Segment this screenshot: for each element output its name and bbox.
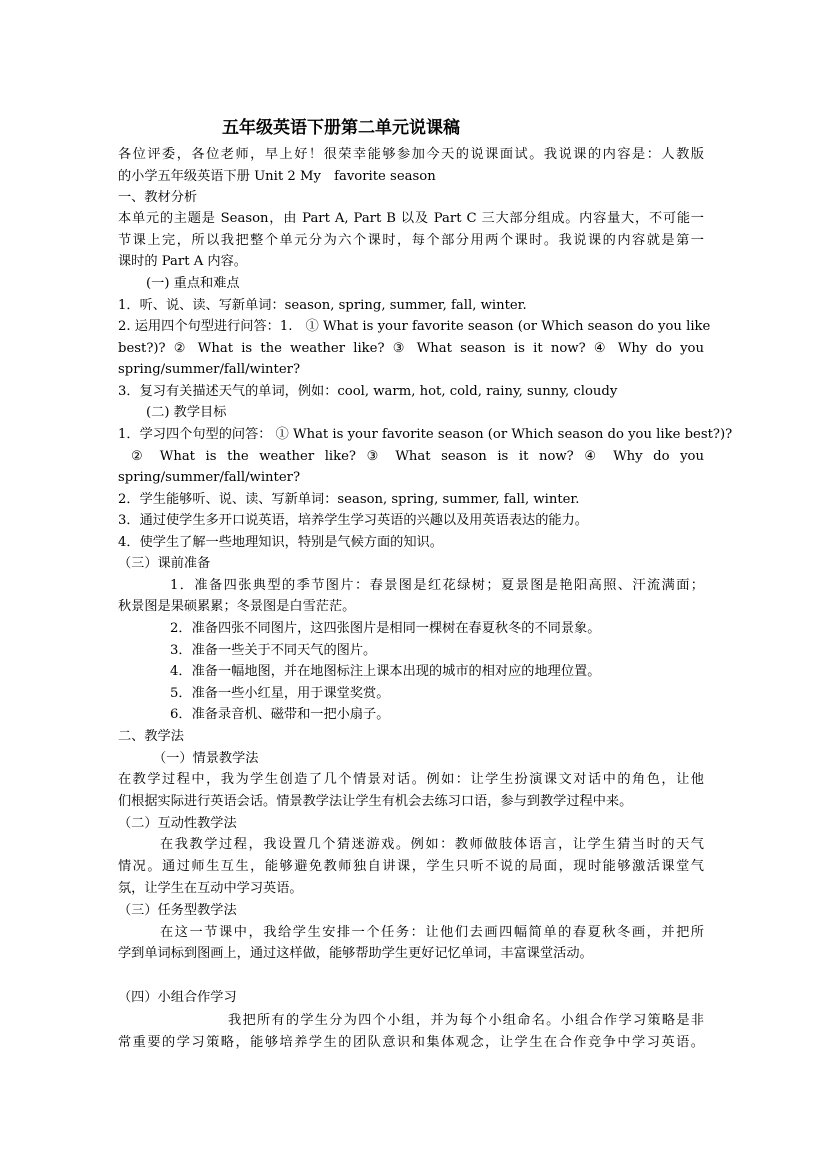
- subsection-heading: （三）课前准备: [118, 556, 211, 571]
- text-line: 常重要的学习策略，能够培养学生的团队意识和集体观念，让学生在合作竞争中学习英语。: [118, 1035, 704, 1050]
- list-item: 1．准备四张典型的季节图片：春景图是红花绿树；夏景图是艳阳高照、汗流满面；: [170, 578, 704, 593]
- page-title: 五年级英语下册第二单元说课稿: [222, 118, 460, 138]
- text-line: 情况。通过师生互生，能够避免教师独自讲课，学生只听不说的局面，现时能够激活课堂气: [118, 859, 704, 874]
- list-item: 2．学生能够听、说、读、写新单词：season, spring, summer, fall, winter.: [118, 492, 580, 507]
- text-line: 我把所有的学生分为四个小组，并为每个小组命名。小组合作学习策略是非: [228, 1013, 704, 1028]
- subsection-heading: （三）任务型教学法: [118, 903, 237, 918]
- list-item: 5．准备一些小红星，用于课堂奖赏。: [170, 686, 390, 701]
- section-heading: 二、教学法: [118, 729, 184, 744]
- list-item: 6．准备录音机、磁带和一把小扇子。: [170, 707, 390, 722]
- subsection-heading: (一) 重点和难点: [146, 276, 240, 291]
- text-line: ② What is the weather like? ③ What season is it now? ④ Why do you: [131, 449, 704, 464]
- text-line: 在我教学过程，我设置几个猜迷游戏。例如：教师做肢体语言，让学生猜当时的天气: [160, 837, 704, 852]
- text-line: 秋景图是果硕累累；冬景图是白雪茫茫。: [118, 599, 356, 614]
- text-line: 课时的 Part A 内容。: [118, 254, 247, 269]
- subsection-heading: (二) 教学目标: [146, 405, 227, 420]
- list-item: 3．准备一些关于不同天气的图片。: [170, 643, 377, 658]
- list-item: 4．使学生了解一些地理知识，特别是气候方面的知识。: [118, 535, 443, 550]
- text-line: 节课上完，所以我把整个单元分为六个课时，每个部分用两个课时。我说课的内容就是第一: [118, 233, 704, 248]
- text-line: spring/summer/fall/winter?: [118, 362, 301, 377]
- list-item: 2．准备四张不同图片，这四张图片是相同一棵树在春夏秋冬的不同景象。: [170, 621, 601, 636]
- section-heading: 一、教材分析: [118, 190, 198, 205]
- text-line: 在这一节课中，我给学生安排一个任务：让他们去画四幅简单的春夏秋冬画，并把所: [160, 925, 704, 940]
- subsection-heading: （一）情景教学法: [153, 751, 259, 766]
- list-item: 3．通过使学生多开口说英语，培养学生学习英语的兴趣以及用英语表达的能力。: [118, 513, 588, 528]
- list-item: 2. 运用四个句型进行问答：1. ① What is your favorite season (or Which season do you like: [118, 319, 711, 334]
- text-line: best?)? ② What is the weather like? ③ What season is it now? ④ Why do you: [118, 341, 704, 356]
- text-line: 本单元的主题是 Season，由 Part A, Part B 以及 Part C 三大部分组成。内容量大，不可能一: [118, 211, 704, 226]
- text-line: 在教学过程中，我为学生创造了几个情景对话。例如：让学生扮演课文对话中的角色，让他: [118, 772, 704, 787]
- list-item: 1．学习四个句型的问答： ① What is your favorite season (or Which season do you like best?)?: [118, 427, 733, 442]
- subsection-heading: （四）小组合作学习: [118, 990, 237, 1005]
- list-item: 1．听、说、读、写新单词：season, spring, summer, fall, winter.: [118, 298, 527, 313]
- subsection-heading: （二）互动性教学法: [118, 816, 237, 831]
- text-line: spring/summer/fall/winter?: [118, 470, 301, 485]
- text-line: 们根据实际进行英语会话。情景教学法让学生有机会去练习口语，参与到教学过程中来。: [118, 794, 633, 809]
- list-item: 3．复习有关描述天气的单词，例如：cool, warm, hot, cold, rainy, sunny, cloudy: [118, 384, 618, 399]
- text-line: 氛，让学生在互动中学习英语。: [118, 881, 303, 896]
- text-line: 学到单词标到图画上，通过这样做，能够帮助学生更好记忆单词，丰富课堂活动。: [118, 946, 593, 961]
- text-line: 的小学五年级英语下册 Unit 2 My favorite season: [118, 169, 436, 184]
- list-item: 4．准备一幅地图，并在地图标注上课本出现的城市的相对应的地理位置。: [170, 664, 601, 679]
- text-line: 各位评委，各位老师，早上好！很荣幸能够参加今天的说课面试。我说课的内容是：人教版: [118, 147, 704, 162]
